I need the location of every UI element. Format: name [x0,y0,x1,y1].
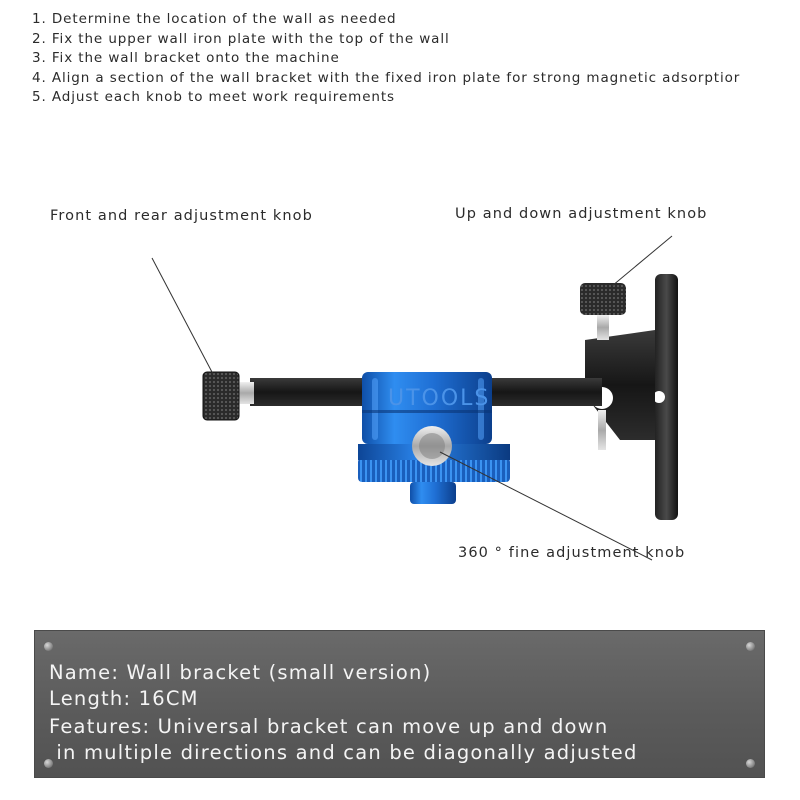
screw-icon [746,642,755,651]
step-2: 2. Fix the upper wall iron plate with the top of the wall [32,30,450,47]
spec-plate [34,630,765,778]
wall-plate [653,274,678,520]
front-rear-knob-label: Front and rear adjustment knob [50,208,313,224]
fine-knob-label: 360 ° fine adjustment knob [458,545,686,561]
screw-icon [746,759,755,768]
up-down-knob [580,283,626,340]
step-3: 3. Fix the wall bracket onto the machine [32,50,340,66]
screw-icon [44,642,53,651]
spec-features-line2: in multiple directions and can be diagonally adjusted [49,741,638,764]
step-4: 4. Align a section of the wall bracket with the fixed iron plate for strong magnetic adsorptior [32,69,741,86]
spec-length: Length: 16CM [49,687,199,710]
spec-features-line1: Features: Universal bracket can move up and down [49,715,609,738]
callout-line-front-rear [152,258,213,374]
spec-name: Name: Wall bracket (small version) [49,661,432,684]
blue-rotating-base [358,372,510,504]
front-rear-knob [203,372,239,420]
callout-line-fine [440,452,652,560]
step-1: 1. Determine the location of the wall as needed [32,11,397,27]
brand-logo: UTOOLS [388,386,491,411]
up-down-knob-label: Up and down adjustment knob [455,206,708,222]
step-5: 5. Adjust each knob to meet work requirements [32,89,395,105]
